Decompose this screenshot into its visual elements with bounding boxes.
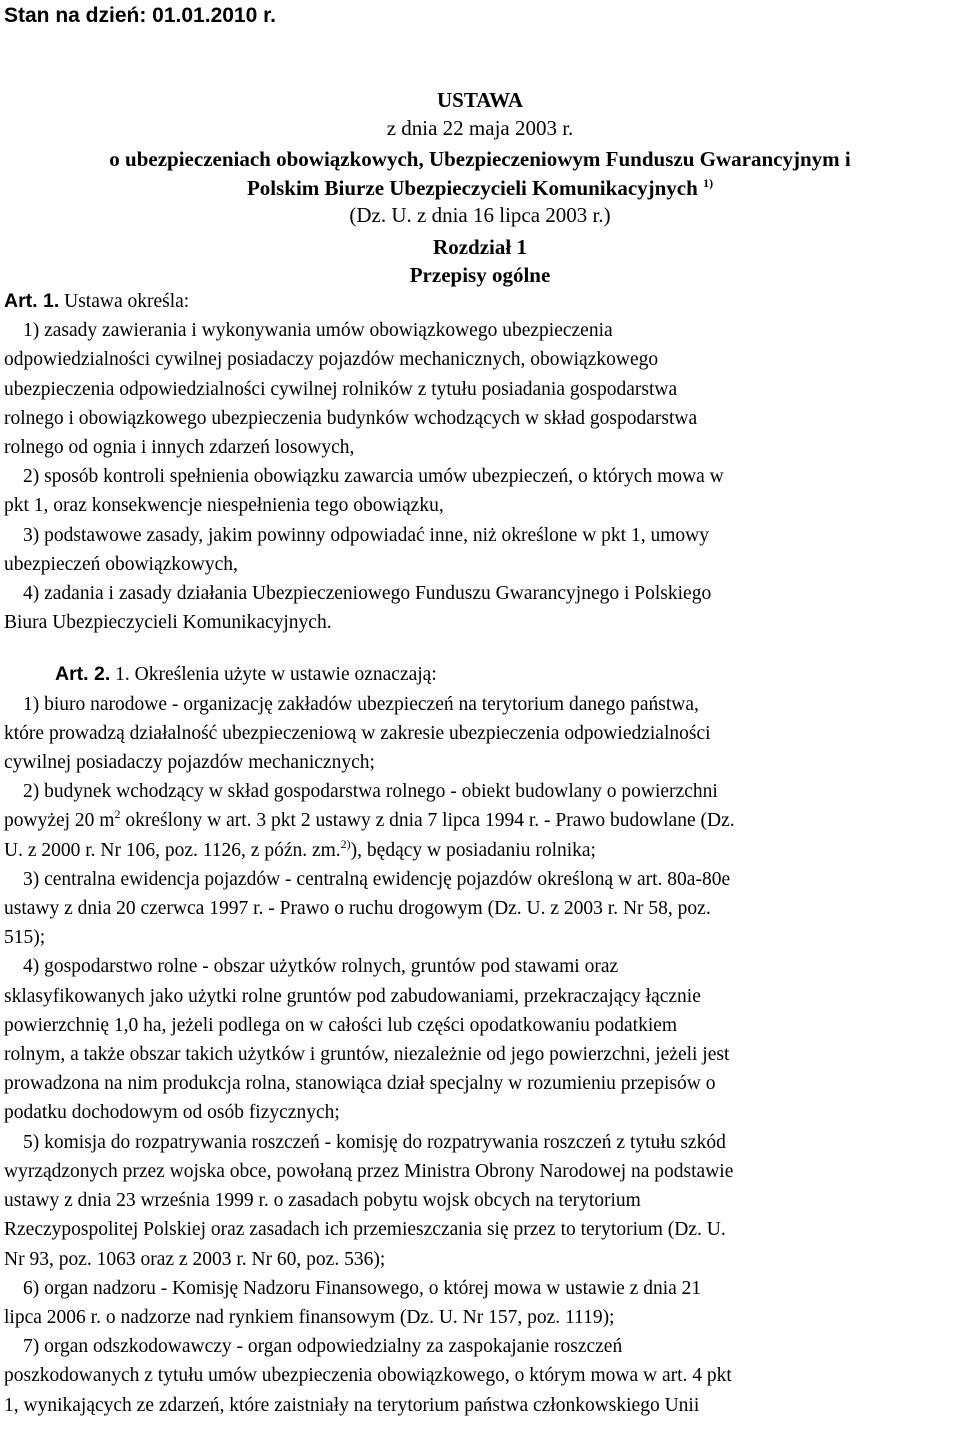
document-body	[4, 287, 960, 1420]
art1-line: pkt 1, oraz konsekwencje niespełnienia tego obowiązku,	[4, 495, 444, 517]
art2-line-with-superscript	[4, 806, 960, 835]
art2-line: 1, wynikających ze zdarzeń, które zaistniały na terytorium państwa członkowskiego Unii	[4, 1394, 700, 1416]
text-fragment: określony w art. 3 pkt 2 ustawy z dnia 7 lipca 1994 r. - Prawo budowlane (Dz.	[120, 810, 735, 832]
act-subject-text: Polskim Biurze Ubezpieczycieli Komunikacyjnych	[246, 176, 698, 200]
art2-line: które prowadzą działalność ubezpieczeniową w zakresie ubezpieczenia odpowiedzialności	[4, 722, 711, 744]
art2-line: powierzchnię 1,0 ha, jeżeli podlega on w całości lub części opodatkowaniu podatkiem	[4, 1014, 678, 1036]
art2-heading	[4, 660, 960, 689]
art2-intro: 1. Określenia użyte w ustawie oznaczają:	[110, 664, 437, 686]
art2-line: prowadzona na nim produkcja rolna, stanowiąca dział specjalny w rozumieniu przepisów o	[4, 1073, 716, 1095]
art1-line: ubezpieczeń obowiązkowych,	[4, 553, 238, 575]
art2-line: Rzeczypospolitej Polskiej oraz zasadach ich przemieszczania się przez to terytorium (Dz. U.	[4, 1219, 726, 1241]
act-date: z dnia 22 maja 2003 r.	[386, 116, 574, 140]
act-publication: (Dz. U. z dnia 16 lipca 2003 r.)	[349, 203, 611, 227]
art1-label: Art. 1.	[4, 290, 60, 312]
text-fragment: ), będący w posiadaniu rolnika;	[350, 839, 596, 861]
art2-line: podatku dochodowym od osób fizycznych;	[4, 1102, 340, 1124]
art2-line: Nr 93, poz. 1063 oraz z 2003 r. Nr 60, poz. 536);	[4, 1248, 386, 1270]
art2-line: lipca 2006 r. o nadzorze nad rynkiem finansowym (Dz. U. Nr 157, poz. 1119);	[4, 1306, 615, 1328]
art2-line: 515);	[4, 927, 46, 949]
art2-label: Art. 2.	[55, 663, 111, 686]
art2-line: 7) organ odszkodowawczy - organ odpowiedzialny za zaspokajanie roszczeń	[23, 1336, 623, 1358]
art1-heading	[4, 287, 960, 316]
superscript: 2	[114, 807, 121, 822]
chapter-title: Przepisy ogólne	[409, 263, 551, 287]
act-subject-line-2	[0, 174, 960, 202]
art2-line: sklasyfikowanych jako użytki rolne gruntów pod zabudowaniami, przekraczający łącznie	[4, 985, 701, 1007]
art2-line: 4) gospodarstwo rolne - obszar użytków rolnych, gruntów pod stawami oraz	[23, 956, 619, 978]
art2-line: 5) komisja do rozpatrywania roszczeń - komisję do rozpatrywania roszczeń z tytułu szkód	[23, 1131, 726, 1153]
art2-line: 1) biuro narodowe - organizację zakładów ubezpieczeń na terytorium danego państwa,	[23, 693, 699, 715]
section-gap	[4, 637, 960, 660]
art2-line: 3) centralna ewidencja pojazdów - centralną ewidencję pojazdów określoną w art. 80a-80e	[23, 868, 731, 890]
chapter-number: Rozdział 1	[433, 235, 527, 259]
act-subject-line-1: o ubezpieczeniach obowiązkowych, Ubezpieczeniowym Funduszu Gwarancyjnym i	[109, 147, 851, 171]
footnote-ref-2: 2)	[340, 836, 351, 851]
art2-line: rolnym, a także obszar takich użytków i gruntów, niezależnie od jego powierzchni, jeżeli jest	[4, 1044, 730, 1066]
art1-intro: Ustawa określa:	[59, 291, 190, 312]
art2-line: wyrządzonych przez wojska obce, powołaną przez Ministra Obrony Narodowej na podstawie	[4, 1160, 734, 1182]
art2-line: ustawy z dnia 23 września 1999 r. o zasadach pobytu wojsk obcych na terytorium	[4, 1190, 641, 1212]
art1-line: Biura Ubezpieczycieli Komunikacyjnych.	[4, 612, 332, 634]
status-date: Stan na dzień: 01.01.2010 r.	[4, 4, 276, 27]
art2-line: 2) budynek wchodzący w skład gospodarstwa rolnego - obiekt budowlany o powierzchni	[23, 781, 718, 803]
art1-line: ubezpieczenia odpowiedzialności cywilnej rolników z tytułu posiadania gospodarstwa	[4, 378, 678, 400]
art2-line: cywilnej posiadaczy pojazdów mechanicznych;	[4, 752, 375, 774]
art1-line: rolnego i obowiązkowego ubezpieczenia budynków wchodzących w skład gospodarstwa	[4, 407, 698, 429]
art1-line: 2) sposób kontroli spełnienia obowiązku zawarcia umów ubezpieczeń, o których mowa w	[23, 466, 724, 488]
art1-line: 3) podstawowe zasady, jakim powinny odpowiadać inne, niż określone w pkt 1, umowy	[23, 524, 709, 546]
text-fragment: powyżej 20 m	[4, 810, 115, 832]
art1-line: rolnego od ognia i innych zdarzeń losowych,	[4, 437, 355, 459]
art2-line-with-footnote	[4, 836, 960, 865]
art1-line: 4) zadania i zasady działania Ubezpieczeniowego Funduszu Gwarancyjnego i Polskiego	[23, 583, 712, 605]
text-fragment: U. z 2000 r. Nr 106, poz. 1126, z późn. zm.	[4, 839, 341, 861]
art2-line: 6) organ nadzoru - Komisję Nadzoru Finansowego, o której mowa w ustawie z dnia 21	[23, 1277, 702, 1299]
art2-line: poszkodowanych z tytułu umów ubezpieczenia obowiązkowego, o którym mowa w art. 4 pkt	[4, 1365, 732, 1387]
footnote-ref-1: 1)	[703, 176, 714, 190]
art1-line: 1) zasady zawierania i wykonywania umów obowiązkowego ubezpieczenia	[23, 320, 613, 342]
art1-line: odpowiedzialności cywilnej posiadaczy pojazdów mechanicznych, obowiązkowego	[4, 349, 659, 371]
art2-line: ustawy z dnia 20 czerwca 1997 r. - Prawo o ruchu drogowym (Dz. U. z 2003 r. Nr 58, poz.	[4, 898, 711, 920]
act-title: USTAWA	[437, 88, 523, 112]
